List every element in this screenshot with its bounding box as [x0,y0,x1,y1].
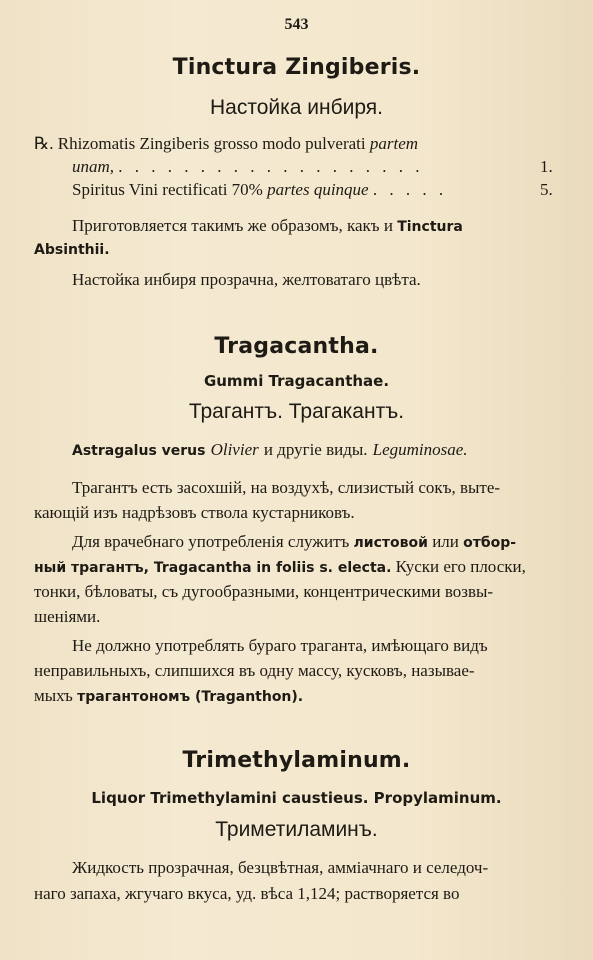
paragraph-line [34,686,303,706]
section-title-ru-tragant: Трагантъ. Трагакантъ. [188,400,405,423]
section-subtitle-gummi-tragacanthae: Gummi Tragacanthae. [203,372,390,390]
recipe-symbol: ℞. [34,134,54,153]
leader-dots: . . . . . [372,180,448,199]
source-genus: Astragalus verus [72,443,206,459]
paragraph-line [72,532,516,552]
paragraph-line: Настойка инбиря прозрачна, желтоватаго цвѣта. [72,270,421,289]
recipe-text: Rhizomatis Zingiberis grosso modo pulverati [57,134,366,153]
source-author: Olivier [210,440,259,459]
bold-term: трагантономъ (Traganthon). [77,689,304,705]
paragraph-line: шенiями. [34,607,101,626]
recipe-text-italic: partes quinque [267,180,369,199]
bold-term: листовой [353,535,428,551]
recipe-text-italic: partem [369,134,419,153]
paragraph-text: Для врачебнаго употребленiя служитъ [72,532,350,551]
paragraph-line [34,557,526,577]
source-text: и другiе виды. [263,440,368,459]
paragraph-line: Трагантъ есть засохшiй, на воздухѣ, слизистый сокъ, выте- [72,478,501,497]
paragraph-text: Приготовляется такимъ же образомъ, какъ и [72,216,393,235]
bold-term: отбор- [463,535,517,551]
recipe-line-1 [34,134,418,154]
recipe-line-3 [72,180,447,200]
paragraph-line: тонки, бѣловаты, съ дугообразными, концентрическими возвы- [34,582,494,601]
paragraph-line: наго запаха, жгучаго вкуса, уд. вѣса 1,124; растворяется во [34,884,460,903]
paragraph-text: мыхъ [34,686,73,705]
paragraph-text: или [432,532,459,551]
paragraph-line [72,216,463,236]
recipe-text-italic: unam, [72,157,115,176]
section-title-ru-nastoika-inbirya: Настойка инбиря. [209,96,384,119]
leader-dots: . . . . . . . . . . . . . . . . . . . [118,157,424,176]
section-subtitle-liquor-trimethylamini: Liquor Trimethylamini caustieus. Propylaminum. [91,789,502,807]
paragraph-line: неправильныхъ, слипшихся въ одну массу, кусковъ, называе- [34,661,475,680]
recipe-text: Spiritus Vini rectificati 70% [72,180,263,199]
recipe-line-2 [72,157,424,177]
paragraph-line: Не должно употреблять бураго траганта, имѣющаго видъ [72,636,488,655]
source-family: Leguminosae. [372,440,468,459]
section-title-ru-trimetilamin: Триметиламинъ. [215,818,378,841]
section-title-trimethylaminum: Trimethylaminum. [182,748,411,773]
bold-term: ный трагантъ, Tragacantha in foliis s. electa. [34,560,392,576]
bold-term: Tinctura [397,219,463,235]
paragraph-text: Куски его плоски, [395,557,526,576]
section-title-tinctura-zingiberis: Tinctura Zingiberis. [172,55,421,80]
paragraph-line: Жидкость прозрачная, безцвѣтная, амміачнаго и селедоч- [72,858,489,877]
recipe-quantity-2: 5. [540,180,553,199]
recipe-quantity-1: 1. [540,157,553,176]
paragraph-line: кающiй изъ надрѣзовъ ствола кустарниковъ. [34,503,355,522]
page-number: 543 [284,16,309,33]
section-title-tragacantha: Tragacantha. [214,334,379,359]
bold-term-absinthii: Absinthii. [34,242,110,258]
source-line [72,440,468,460]
